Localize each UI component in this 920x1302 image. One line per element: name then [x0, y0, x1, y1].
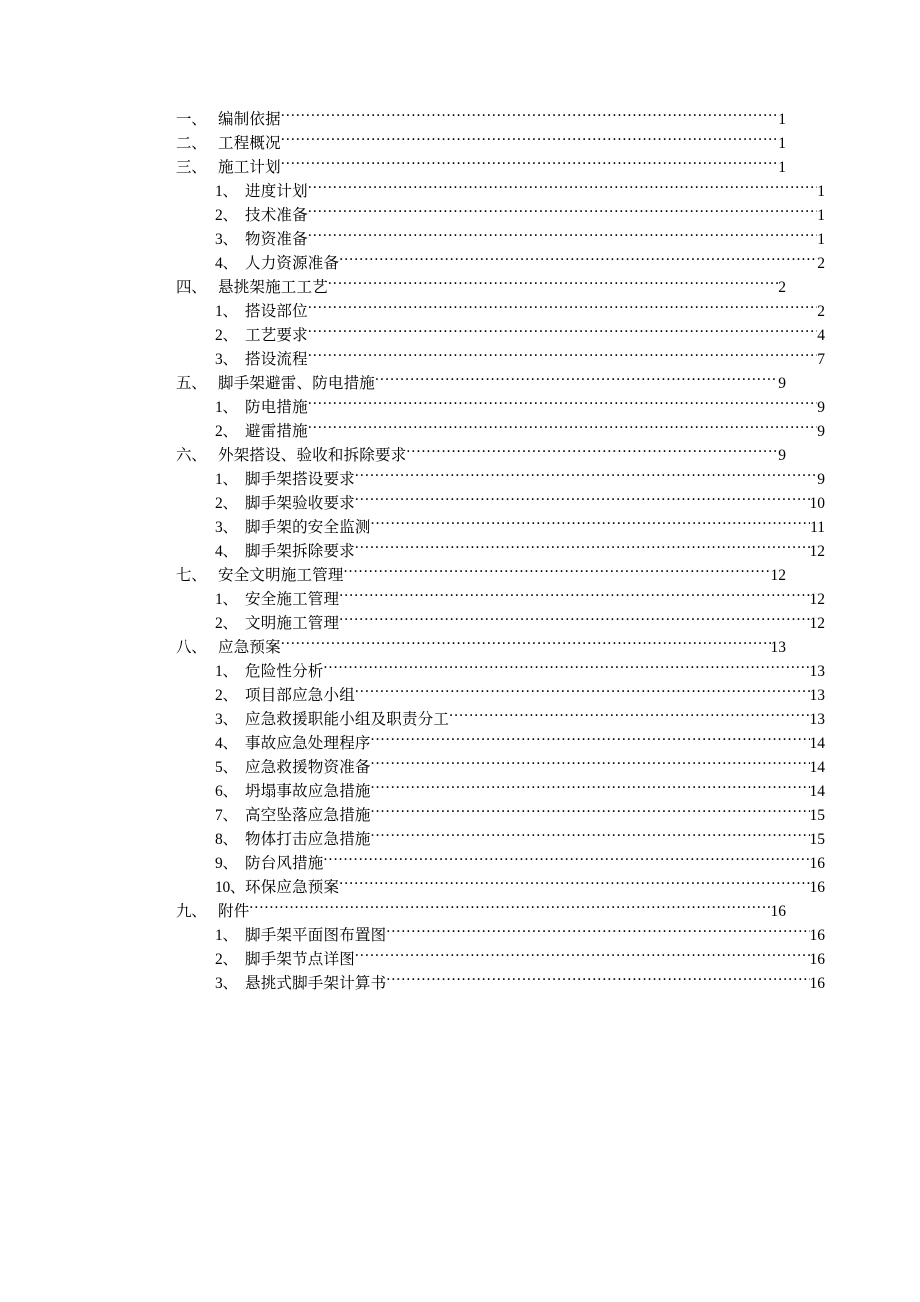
toc-entry-marker: 2、	[215, 207, 238, 224]
toc-dot-leader	[308, 181, 817, 197]
toc-entry[interactable]	[176, 204, 825, 228]
toc-entry-marker: 7、	[215, 807, 238, 824]
toc-dot-leader	[281, 109, 778, 125]
toc-entry-page-number: 7	[817, 351, 825, 368]
toc-dot-leader	[308, 421, 817, 437]
toc-entry-page-number: 9	[817, 423, 825, 440]
toc-entry-title: 应急救援职能小组及职责分工	[245, 711, 450, 728]
toc-entry-page-number: 9	[817, 471, 825, 488]
toc-entry-page-number: 13	[809, 687, 825, 704]
toc-entry-title: 脚手架节点详图	[245, 951, 355, 968]
toc-entry-page-number: 12	[809, 543, 825, 560]
toc-entry[interactable]	[176, 972, 825, 996]
toc-entry-page-number: 13	[809, 663, 825, 680]
toc-entry[interactable]	[176, 468, 825, 492]
toc-entry-marker: 六、	[176, 447, 207, 464]
toc-entry[interactable]	[176, 300, 825, 324]
toc-entry-marker: 四、	[176, 279, 207, 296]
toc-dot-leader	[371, 733, 810, 749]
toc-dot-leader	[281, 637, 771, 653]
toc-entry-marker: 4、	[215, 543, 238, 560]
toc-entry-marker: 1、	[215, 471, 238, 488]
toc-dot-leader	[406, 445, 778, 461]
toc-entry-marker: 10、	[215, 879, 246, 896]
toc-entry-marker: 5、	[215, 759, 238, 776]
toc-entry-marker: 3、	[215, 975, 238, 992]
toc-dot-leader	[308, 205, 817, 221]
toc-entry-page-number: 1	[817, 183, 825, 200]
toc-entry-title: 进度计划	[245, 183, 308, 200]
toc-entry-page-number: 16	[809, 855, 825, 872]
toc-entry-marker: 9、	[215, 855, 238, 872]
toc-entry-page-number: 1	[817, 207, 825, 224]
toc-entry-marker: 6、	[215, 783, 238, 800]
toc-entry-marker: 4、	[215, 735, 238, 752]
toc-entry-title: 外架搭设、验收和拆除要求	[218, 447, 407, 464]
toc-entry-page-number: 15	[809, 831, 825, 848]
toc-dot-leader	[355, 949, 810, 965]
toc-entry-title: 脚手架的安全监测	[245, 519, 371, 536]
toc-entry-page-number: 11	[810, 519, 825, 536]
toc-entry[interactable]	[176, 588, 825, 612]
toc-entry[interactable]	[176, 900, 786, 924]
toc-entry[interactable]	[176, 324, 825, 348]
toc-entry-page-number: 13	[809, 711, 825, 728]
toc-entry-title: 安全施工管理	[245, 591, 340, 608]
toc-entry[interactable]	[176, 684, 825, 708]
toc-entry[interactable]	[176, 636, 786, 660]
toc-entry[interactable]	[176, 612, 825, 636]
toc-entry[interactable]	[176, 252, 825, 276]
toc-dot-leader	[308, 229, 817, 245]
toc-dot-leader	[344, 565, 771, 581]
toc-entry-page-number: 14	[809, 735, 825, 752]
toc-dot-leader	[281, 157, 778, 173]
toc-entry-page-number: 16	[809, 879, 825, 896]
toc-dot-leader	[355, 541, 810, 557]
toc-entry-marker: 1、	[215, 927, 238, 944]
toc-entry-title: 物体打击应急措施	[245, 831, 371, 848]
toc-entry[interactable]	[176, 540, 825, 564]
toc-entry-title: 项目部应急小组	[245, 687, 355, 704]
toc-entry[interactable]	[176, 564, 786, 588]
toc-entry-marker: 2、	[215, 615, 238, 632]
toc-dot-leader	[371, 757, 810, 773]
toc-entry-title: 搭设部位	[245, 303, 308, 320]
toc-dot-leader	[371, 805, 810, 821]
toc-entry-title: 编制依据	[218, 111, 281, 128]
toc-dot-leader	[339, 877, 809, 893]
toc-entry-title: 坍塌事故应急措施	[245, 783, 371, 800]
toc-entry[interactable]	[176, 948, 825, 972]
table-of-contents	[176, 108, 825, 996]
toc-entry[interactable]	[176, 420, 825, 444]
toc-entry-title: 脚手架拆除要求	[245, 543, 355, 560]
toc-entry-title: 工程概况	[218, 135, 281, 152]
toc-entry-page-number: 10	[809, 495, 825, 512]
toc-entry-title: 防电措施	[245, 399, 308, 416]
toc-entry-page-number: 15	[809, 807, 825, 824]
toc-entry-title: 安全文明施工管理	[218, 567, 344, 584]
toc-dot-leader	[355, 493, 810, 509]
toc-entry-title: 脚手架搭设要求	[245, 471, 355, 488]
toc-entry-marker: 1、	[215, 303, 238, 320]
toc-entry[interactable]	[176, 876, 825, 900]
toc-entry[interactable]	[176, 780, 825, 804]
toc-entry-page-number: 1	[778, 111, 786, 128]
toc-dot-leader	[281, 133, 778, 149]
toc-entry-page-number: 2	[778, 279, 786, 296]
toc-entry[interactable]	[176, 756, 825, 780]
toc-entry[interactable]	[176, 396, 825, 420]
toc-entry[interactable]	[176, 732, 825, 756]
toc-entry-title: 搭设流程	[245, 351, 308, 368]
toc-entry-marker: 八、	[176, 639, 207, 656]
toc-entry-title: 环保应急预案	[245, 879, 340, 896]
toc-dot-leader	[308, 349, 817, 365]
toc-dot-leader	[355, 469, 817, 485]
toc-entry-title: 工艺要求	[245, 327, 308, 344]
toc-entry-title: 避雷措施	[245, 423, 308, 440]
toc-entry-title: 防台风措施	[245, 855, 324, 872]
toc-entry-marker: 1、	[215, 663, 238, 680]
toc-dot-leader	[324, 853, 810, 869]
toc-dot-leader	[308, 301, 817, 317]
toc-entry[interactable]	[176, 828, 825, 852]
toc-entry-marker: 一、	[176, 111, 207, 128]
toc-entry-marker: 二、	[176, 135, 207, 152]
toc-entry[interactable]	[176, 132, 786, 156]
toc-entry-marker: 2、	[215, 951, 238, 968]
toc-entry-marker: 2、	[215, 423, 238, 440]
toc-entry-marker: 3、	[215, 711, 238, 728]
toc-dot-leader	[308, 325, 817, 341]
toc-dot-leader	[386, 925, 809, 941]
toc-entry-marker: 4、	[215, 255, 238, 272]
toc-entry[interactable]	[176, 348, 825, 372]
toc-entry-page-number: 16	[809, 927, 825, 944]
toc-entry-title: 物资准备	[245, 231, 308, 248]
toc-entry-title: 脚手架避雷、防电措施	[218, 375, 376, 392]
toc-entry-title: 应急预案	[218, 639, 281, 656]
toc-entry[interactable]	[176, 660, 825, 684]
toc-dot-leader	[339, 253, 817, 269]
toc-dot-leader	[449, 709, 809, 725]
toc-entry-page-number: 12	[770, 567, 786, 584]
toc-entry-title: 技术准备	[245, 207, 308, 224]
toc-entry[interactable]	[176, 852, 825, 876]
toc-entry-marker: 2、	[215, 327, 238, 344]
toc-entry-page-number: 1	[778, 135, 786, 152]
toc-dot-leader	[355, 685, 810, 701]
toc-entry-marker: 1、	[215, 183, 238, 200]
toc-dot-leader	[375, 373, 778, 389]
toc-dot-leader	[371, 829, 810, 845]
toc-entry-marker: 九、	[176, 903, 207, 920]
toc-entry[interactable]	[176, 228, 825, 252]
toc-entry-title: 附件	[218, 903, 250, 920]
toc-entry-page-number: 1	[817, 231, 825, 248]
toc-entry-marker: 3、	[215, 519, 238, 536]
toc-dot-leader	[308, 397, 817, 413]
toc-entry-page-number: 2	[817, 303, 825, 320]
toc-entry-page-number: 16	[770, 903, 786, 920]
toc-entry-marker: 1、	[215, 591, 238, 608]
toc-entry-title: 施工计划	[218, 159, 281, 176]
toc-entry-page-number: 9	[778, 375, 786, 392]
toc-entry[interactable]	[176, 156, 786, 180]
toc-entry[interactable]	[176, 708, 825, 732]
toc-entry-title: 脚手架验收要求	[245, 495, 355, 512]
toc-entry-page-number: 2	[817, 255, 825, 272]
toc-entry-page-number: 16	[809, 975, 825, 992]
toc-dot-leader	[249, 901, 770, 917]
toc-entry-page-number: 4	[817, 327, 825, 344]
toc-dot-leader	[386, 973, 809, 989]
toc-entry-title: 事故应急处理程序	[245, 735, 371, 752]
toc-entry-page-number: 12	[809, 615, 825, 632]
toc-entry-marker: 2、	[215, 687, 238, 704]
toc-entry-page-number: 13	[770, 639, 786, 656]
toc-entry-page-number: 14	[809, 783, 825, 800]
toc-entry-title: 高空坠落应急措施	[245, 807, 371, 824]
toc-entry-marker: 8、	[215, 831, 238, 848]
toc-entry-title: 文明施工管理	[245, 615, 340, 632]
toc-entry-page-number: 1	[778, 159, 786, 176]
toc-entry[interactable]	[176, 372, 786, 396]
toc-entry[interactable]	[176, 444, 786, 468]
toc-entry[interactable]	[176, 180, 825, 204]
toc-dot-leader	[324, 661, 810, 677]
toc-entry-title: 脚手架平面图布置图	[245, 927, 387, 944]
toc-entry[interactable]	[176, 924, 825, 948]
toc-entry[interactable]	[176, 804, 825, 828]
toc-entry-page-number: 16	[809, 951, 825, 968]
toc-dot-leader	[371, 781, 810, 797]
toc-entry-title: 悬挑式脚手架计算书	[245, 975, 387, 992]
toc-dot-leader	[339, 589, 809, 605]
toc-entry-marker: 三、	[176, 159, 207, 176]
toc-entry-title: 危险性分析	[245, 663, 324, 680]
toc-entry-title: 应急救援物资准备	[245, 759, 371, 776]
toc-entry[interactable]	[176, 108, 786, 132]
toc-entry-page-number: 9	[817, 399, 825, 416]
toc-dot-leader	[328, 277, 778, 293]
toc-entry-marker: 3、	[215, 231, 238, 248]
toc-entry-title: 悬挑架施工工艺	[218, 279, 328, 296]
toc-entry-page-number: 12	[809, 591, 825, 608]
toc-entry-marker: 1、	[215, 399, 238, 416]
toc-entry-title: 人力资源准备	[245, 255, 340, 272]
toc-entry[interactable]	[176, 492, 825, 516]
toc-dot-leader	[339, 613, 809, 629]
toc-entry[interactable]	[176, 516, 825, 540]
toc-entry-page-number: 14	[809, 759, 825, 776]
toc-entry-page-number: 9	[778, 447, 786, 464]
toc-entry-marker: 3、	[215, 351, 238, 368]
toc-entry-marker: 2、	[215, 495, 238, 512]
toc-dot-leader	[371, 517, 810, 533]
toc-entry[interactable]	[176, 276, 786, 300]
toc-entry-marker: 七、	[176, 567, 207, 584]
toc-entry-marker: 五、	[176, 375, 207, 392]
